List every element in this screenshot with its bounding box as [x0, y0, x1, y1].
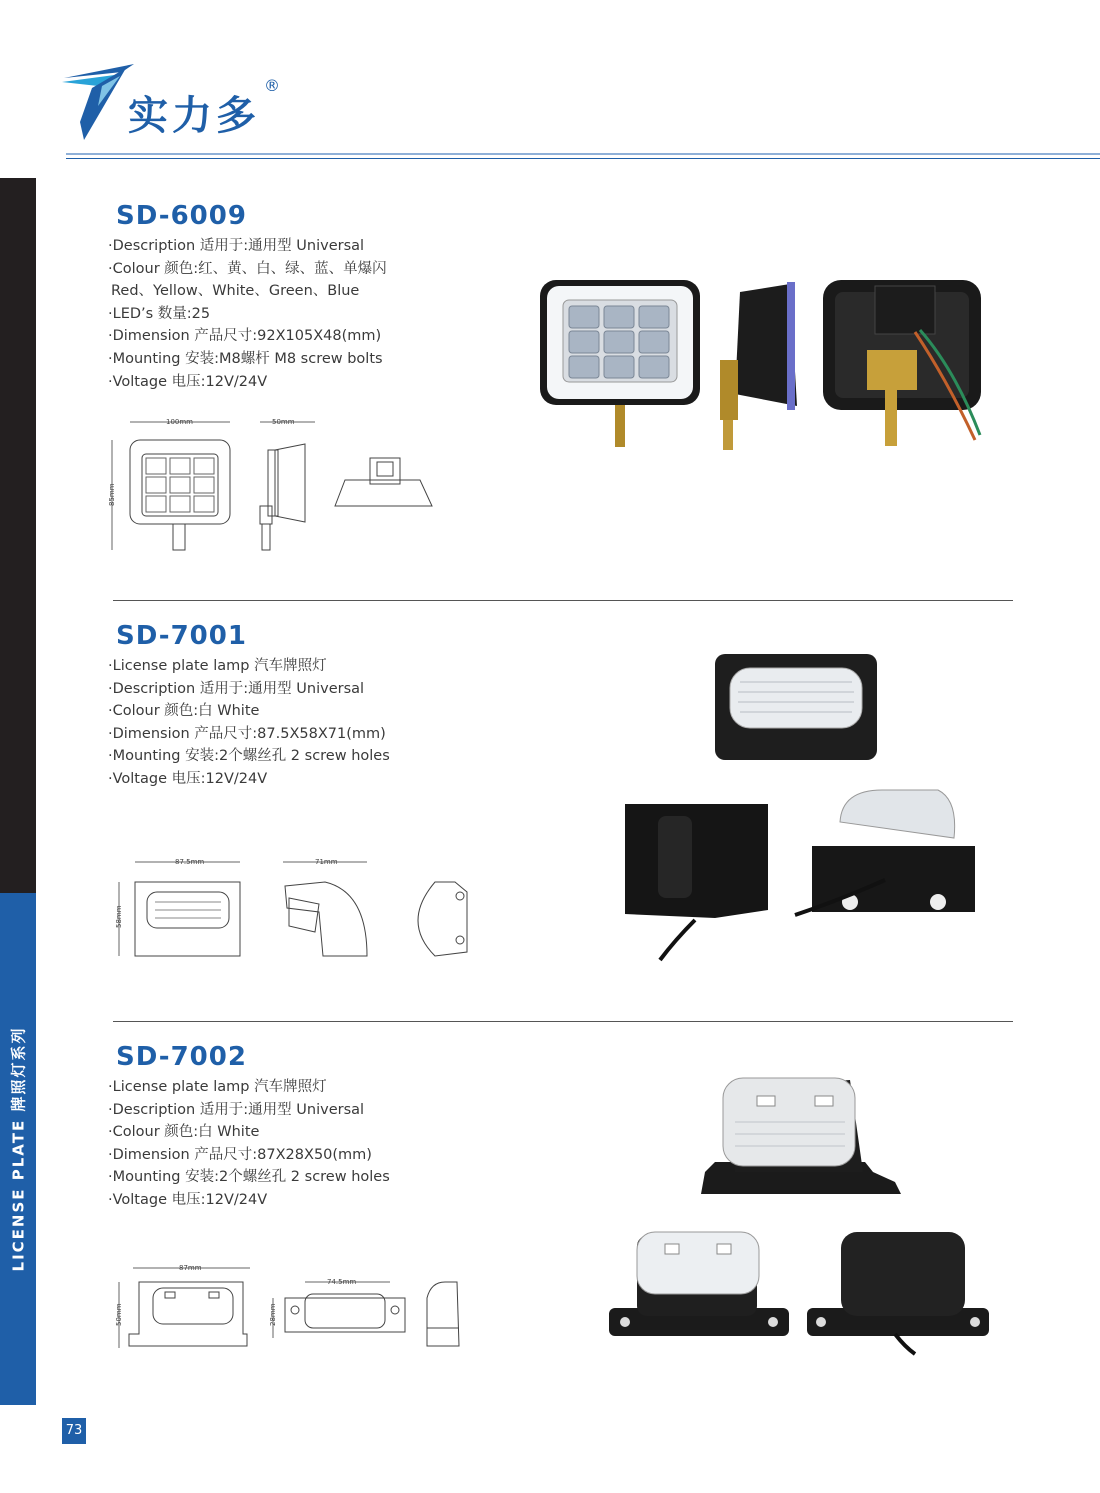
dimension-label: 74.5mm: [327, 1278, 357, 1286]
product-specs: [108, 1076, 390, 1212]
spec-line: ·Mounting 安装:2个螺丝孔 2 screw holes: [108, 1169, 390, 1186]
product-model-title: SD-6009: [116, 201, 247, 231]
product-specs: [108, 235, 387, 393]
dimension-label: 58mm: [115, 905, 123, 928]
section-divider: [113, 600, 1013, 601]
dimension-label: 85mm: [108, 483, 116, 506]
lamp-back-view: [807, 1232, 989, 1354]
spec-line: ·Colour 颜色:红、黄、白、绿、蓝、单爆闪: [108, 260, 387, 277]
lamp-front-view: [715, 654, 877, 760]
spec-line: ·Voltage 电压:12V/24V: [108, 373, 268, 390]
spec-line: ·Mounting 安装:2个螺丝孔 2 screw holes: [108, 748, 390, 765]
product-photos: [620, 650, 985, 965]
spec-line: ·Colour 颜色:白 White: [108, 703, 260, 720]
lamp-back-view: [823, 280, 981, 446]
header-rule: [66, 153, 1100, 155]
spec-line: Red、Yellow、White、Green、Blue: [111, 283, 360, 300]
lamp-front-view: [701, 1078, 901, 1194]
dimension-label: 87mm: [179, 1264, 202, 1272]
lamp-front-angled-view: [609, 1232, 789, 1336]
spec-line: ·License plate lamp 汽车牌照灯: [108, 1079, 327, 1095]
dimension-label: 28mm: [269, 1303, 277, 1326]
spec-line: ·Description 适用于:通用型 Universal: [108, 238, 365, 254]
product-photos: [605, 1072, 990, 1362]
header-rule-thin: [66, 158, 1100, 159]
spec-line: ·Description 适用于:通用型 Universal: [108, 1101, 365, 1118]
page-number: 73: [62, 1418, 86, 1444]
spec-line: ·Dimension 产品尺寸:87X28X50(mm): [108, 1146, 372, 1163]
spec-line: ·Dimension 产品尺寸:92X105X48(mm): [108, 328, 382, 345]
dimension-label: 71mm: [315, 858, 338, 866]
product-photos: [535, 270, 985, 455]
side-category-text: LICENSE PLATE 牌照灯系列: [9, 1026, 28, 1272]
product-specs: [108, 655, 390, 791]
spec-line: ·Voltage 电压:12V/24V: [108, 770, 268, 787]
lamp-back-view: [795, 790, 975, 915]
product-model-title: SD-7001: [116, 621, 247, 651]
dimension-label: 50mm: [115, 1303, 123, 1326]
lamp-front-view: [540, 280, 700, 447]
spec-line: ·Colour 颜色:白 White: [108, 1124, 260, 1141]
side-category-label: [0, 893, 36, 1405]
dimension-label: 100mm: [166, 418, 193, 426]
lamp-side-view: [720, 282, 797, 450]
registered-mark: ®: [264, 76, 280, 95]
spec-line: ·Mounting 安装:M8螺杆 M8 screw bolts: [108, 350, 383, 367]
lamp-side-view: [625, 804, 768, 960]
product-model-title: SD-7002: [116, 1042, 247, 1072]
spec-line: ·Description 适用于:通用型 Universal: [108, 680, 365, 697]
section-divider: [113, 1021, 1013, 1022]
spec-line: ·License plate lamp 汽车牌照灯: [108, 658, 327, 674]
brand-name: 实力多: [128, 93, 260, 139]
spec-line: ·LED’s 数量:25: [108, 305, 211, 322]
side-band-dark: [0, 178, 36, 893]
dimension-label: 50mm: [272, 418, 295, 426]
spec-line: ·Dimension 产品尺寸:87.5X58X71(mm): [108, 725, 386, 742]
technical-drawing: [105, 1258, 475, 1358]
spec-line: ·Voltage 电压:12V/24V: [108, 1191, 268, 1208]
technical-drawing: [105, 852, 485, 964]
technical-drawing: [100, 410, 450, 560]
dimension-label: 87.5mm: [175, 858, 205, 866]
